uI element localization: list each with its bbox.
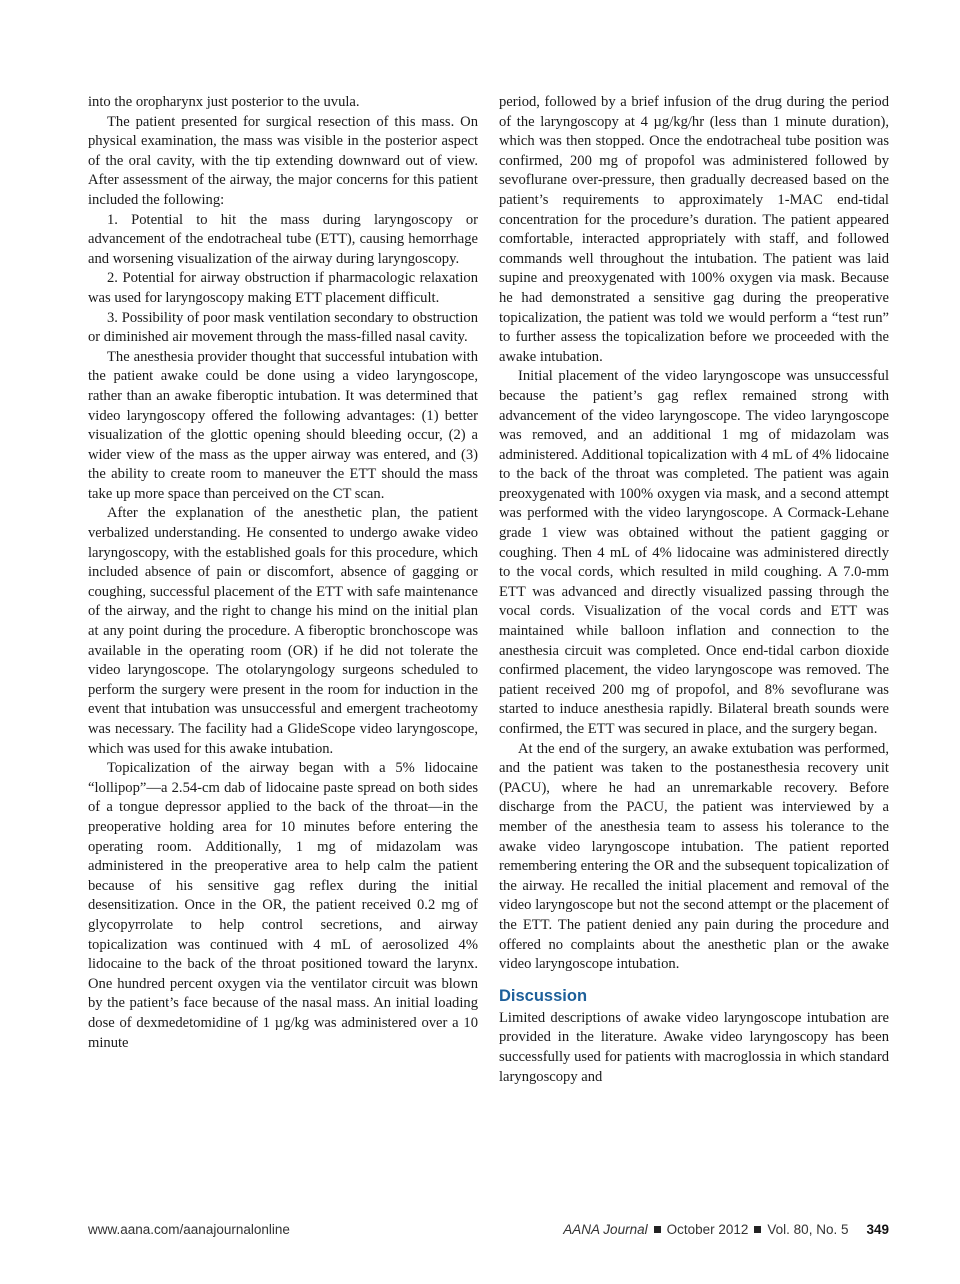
journal-name: AANA Journal [563, 1222, 648, 1237]
issue-date: October 2012 [666, 1222, 749, 1237]
list-item: 1. Potential to hit the mass during laryngoscopy or advancement of the endotracheal tube (ETT), causing hemorrhage and worsening visualization of the airway during laryngoscopy. [88, 211, 478, 267]
paragraph: Limited descriptions of awake video laryngoscope intubation are provided in the literature. Awake video laryngoscopy has been successfully used for patients with macroglossia in which standard laryngoscopy and [499, 1009, 889, 1085]
paragraph: At the end of the surgery, an awake extubation was performed, and the patient was taken to the postanesthesia recovery unit (PACU), where he had an unremarkable recovery. Before discharge from the PACU, the patient was interviewed by a member of the anesthesia team to assess his tolerance to the awake video laryngoscope intubation. The patient reported remembering entering the OR and the subsequent topicalization of the airway. He recalled the initial placement and removal of the video laryngoscope but not the second attempt or the placement of the ETT. The patient denied any pain during the procedure and offered no complaints about the anesthetic plan or the awake video laryngoscope intubation. [499, 740, 889, 973]
section-heading-discussion: Discussion [499, 986, 588, 1005]
list-item: 2. Potential for airway obstruction if pharmacologic relaxation was used for laryngoscopy making ETT placement difficult. [88, 270, 478, 306]
square-bullet-icon [754, 1226, 761, 1233]
paragraph: into the oropharynx just posterior to the uvula. [88, 94, 360, 110]
right-column [499, 93, 889, 1087]
left-column [88, 93, 478, 1053]
volume-info: Vol. 80, No. 5 [767, 1222, 849, 1237]
paragraph: period, followed by a brief infusion of the drug during the period of the laryngoscopy at 4 µg/kg/hr (less than 1 minute duration), which was then stopped. Once the endotracheal tube position was confirmed, 200 mg of propofol was administered followed by sevoflurane over-pressure, then gradually decreased based on the patient’s requirements to approximately 1-MAC end-tidal concentration for the procedure’s duration. The patient appeared comfortable, interacted appropriately with staff, and followed commands well throughout the intubation. The patient was laid supine and preoxygenated with 100% oxygen via mask. Because he had demonstrated a sensitive gag during the preoperative topicalization, the patient was told we would perform a “test run” to further assess the topicalization before we proceeded with the awake intubation. [499, 94, 889, 365]
page-footer [88, 1222, 889, 1242]
list-item: 3. Possibility of poor mask ventilation secondary to obstruction or diminished air movement through the mass-filled nasal cavity. [88, 309, 478, 346]
journal-url-link[interactable]: www.aana.com/aanajournalonline [88, 1222, 290, 1237]
square-bullet-icon [654, 1226, 661, 1233]
paragraph: Initial placement of the video laryngoscope was unsuccessful because the patient’s gag reflex remained strong with advancement of the video laryngoscope. The video laryngoscope was removed, and an additional 1 mg of midazolam was administered. Additional topicalization with 4 mL of 4% lidocaine to the back of the throat was completed. The patient was again preoxygenated with 100% oxygen via mask, and a second attempt was performed with the video laryngoscope. A Cormack-Lehane grade 1 view was obtained without the patient gagging or coughing. Then 4 mL of 4% lidocaine was administered directly to the vocal cords, which resulted in mild coughing. A 7.0-mm ETT was advanced and directly visualized passing through the vocal cords. Visualization of the vocal cords and ETT was maintained while balloon inflation and connection to the anesthesia circuit was completed. Once end-tidal carbon dioxide confirmed placement, the video laryngoscope was removed. The patient received 200 mg of propofol, and 8% sevoflurane was started to induce anesthesia rapidly. Bilateral breath sounds were confirmed, the ETT was secured in place, and the surgery began. [499, 368, 889, 737]
page-number: 349 [866, 1222, 889, 1237]
paragraph: Topicalization of the airway began with a 5% lidocaine “lollipop”—a 2.54-cm dab of lidocaine paste spread on both sides of a tongue depressor applied to the back of the throat—in the preoperative holding area for 10 minutes before entering the operating room. Additionally, 1 mg of midazolam was administered in the preoperative area to help calm the patient because of his sensitive gag reflex during the initial desensitization. Once in the OR, the patient received 0.2 mg of glycopyrrolate to help control secretions, and airway topicalization was continued with 4 mL of aerosolized 4% lidocaine to the back of the throat positioned toward the larynx. One hundred percent oxygen via the ventilator circuit was blown by the patient’s face because of the nasal mass. An initial loading dose of dexmedetomidine of 1 µg/kg was administered over a 10 minute [88, 760, 478, 1051]
paragraph: After the explanation of the anesthetic plan, the patient verbalized understanding. He consented to undergo awake video laryngoscopy, with the established goals for this procedure, which included absence of pain or discomfort, absence of gagging or coughing, successful placement of the ETT with safe maintenance of the airway, and the right to change his mind on the initial plan at any point during the procedure. A fiberoptic bronchoscope was available in the operating room (OR) if he did not tolerate the video laryngoscope. The otolaryngology surgeons scheduled to perform the surgery were present in the room for induction in the event that intubation was unsuccessful and emergent tracheotomy was necessary. The facility had a GlideScope video laryngoscope, which was used for this awake intubation. [88, 505, 478, 757]
footer-citation [563, 1222, 889, 1237]
paragraph: The anesthesia provider thought that successful intubation with the patient awake could be done using a video laryngoscope, rather than an awake fiberoptic intubation. It was determined that video laryngoscopy offered the following advantages: (1) better visualization of the glottic opening should bleeding occur, (2) a wider view of the mass as the upper airway was entered, and (3) the ability to create room to maneuver the ETT should the mass take up more space than perceived on the CT scan. [88, 348, 478, 502]
paragraph: The patient presented for surgical resection of this mass. On physical examination, the mass was visible in the posterior aspect of the oral cavity, with the tip extending downward out of view. After assessment of the airway, the major concerns for this patient included the following: [88, 113, 478, 208]
